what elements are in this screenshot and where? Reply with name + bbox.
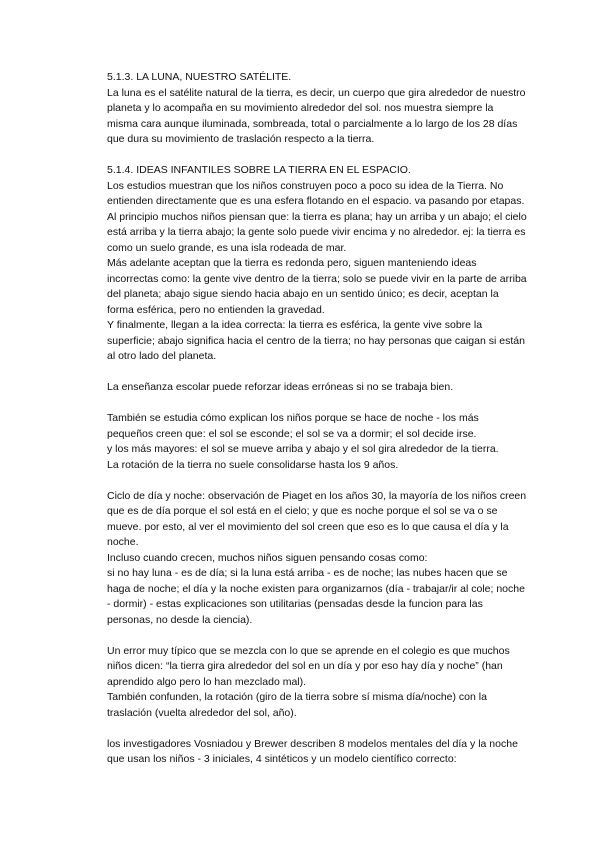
paragraph-finalmente: Y finalmente, llegan a la idea correcta: la tierra es esférica, la gente vive sobre la superficie; abajo significa hacia el centro de la tierra; no hay personas que caigan si están al otro lado del planeta. [107,319,525,362]
paragraph-gap [107,365,527,381]
section-heading-luna: 5.1.3. LA LUNA, NUESTRO SATÉLITE. [107,71,292,83]
paragraph-noche-pequenos: También se estudia cómo explican los niños porque se hace de noche - los más pequeños creen que: el sol se esconde; el sol se va a dormir; el sol decide irse. [107,412,479,440]
paragraph-luna: La luna es el satélite natural de la tierra, es decir, un cuerpo que gira alrededor de nuestro planeta y lo acompaña en su movimiento alrededor del sol. nos muestra siempre la misma cara aunque iluminada, sombreada, total o parcialmente a lo largo de los 28 días que dura su movimiento de traslación respecto a la tierra. [107,86,526,145]
paragraph-gap [107,473,527,489]
paragraph-gap [107,148,527,164]
paragraph-investigadores: los investigadores Vosniadou y Brewer describen 8 modelos mentales del día y la noche que usan los niños - 3 iniciales, 4 sintéticos y un modelo científico correcto: [107,737,518,765]
paragraph-gap [107,628,527,644]
paragraph-estudios: Los estudios muestran que los niños construyen poco a poco su idea de la Tierra. No entienden directamente que es una esfera flotando en el espacio. va pasando por etapas. [107,179,525,207]
paragraph-ciclo-dia-noche: Ciclo de día y noche: observación de Piaget en los años 30, la mayoría de los niños creen que es de día porque el sol está en el cielo; y que es noche porque el sol se va o se mueve. por esto, al ver el movimiento del sol creen que eso es lo que causa el día y la noche. [107,489,527,548]
paragraph-explicaciones-utilitarias: si no hay luna - es de día; si la luna está arriba - es de noche; las nubes hacen que se haga de noche; el día y la noche existen para organizarnos (día - trabajar/ir al cole; noche - dormir) - estas explicaciones son utilitarias (pensadas desde la funcion para las personas, no desde la ciencia). [107,567,525,626]
paragraph-al-principio: Al principio muchos niños piensan que: la tierra es plana; hay un arriba y un abajo; el cielo está arriba y la tierra abajo; la gente solo puede vivir encima y no alrededor. ej: la tierra es como un suelo grande, es una isla rodeada de mar. [107,210,527,254]
paragraph-noche-mayores: y los más mayores: el sol se mueve arriba y abajo y el sol gira alrededor de la tierra. [107,443,499,455]
document-body [107,70,527,768]
paragraph-error-tipico: Un error muy típico que se mezcla con lo que se aprende en el colegio es que muchos niños dicen: “la tierra gira alrededor del sol en un día y por eso hay día y noche” (han aprendido algo pero lo han mezclado mal). [107,644,510,688]
section-heading-ideas-infantiles: 5.1.4. IDEAS INFANTILES SOBRE LA TIERRA EN EL ESPACIO. [107,164,411,176]
paragraph-ensenanza-escolar: La enseñanza escolar puede reforzar ideas erróneas si no se trabaja bien. [107,381,454,393]
paragraph-incluso-cuando-crecen: Incluso cuando crecen, muchos niños siguen pensando cosas como: [107,551,428,564]
paragraph-rotacion-9-anos: La rotación de la tierra no suele consolidarse hasta los 9 años. [107,458,399,471]
paragraph-rotacion-traslacion: También confunden, la rotación (giro de la tierra sobre sí misma día/noche) con la traslación (vuelta alrededor del sol, año). [107,691,487,719]
paragraph-mas-adelante: Más adelante aceptan que la tierra es redonda pero, siguen manteniendo ideas incorrectas como: la gente vive dentro de la tierra; solo se puede vivir en la parte de arriba del planeta; abajo sigue siendo hacia abajo en un sentido único; es decir, aceptan la forma esférica, pero no entienden la gravedad. [107,257,527,316]
paragraph-gap [107,396,527,412]
paragraph-gap [107,721,527,737]
